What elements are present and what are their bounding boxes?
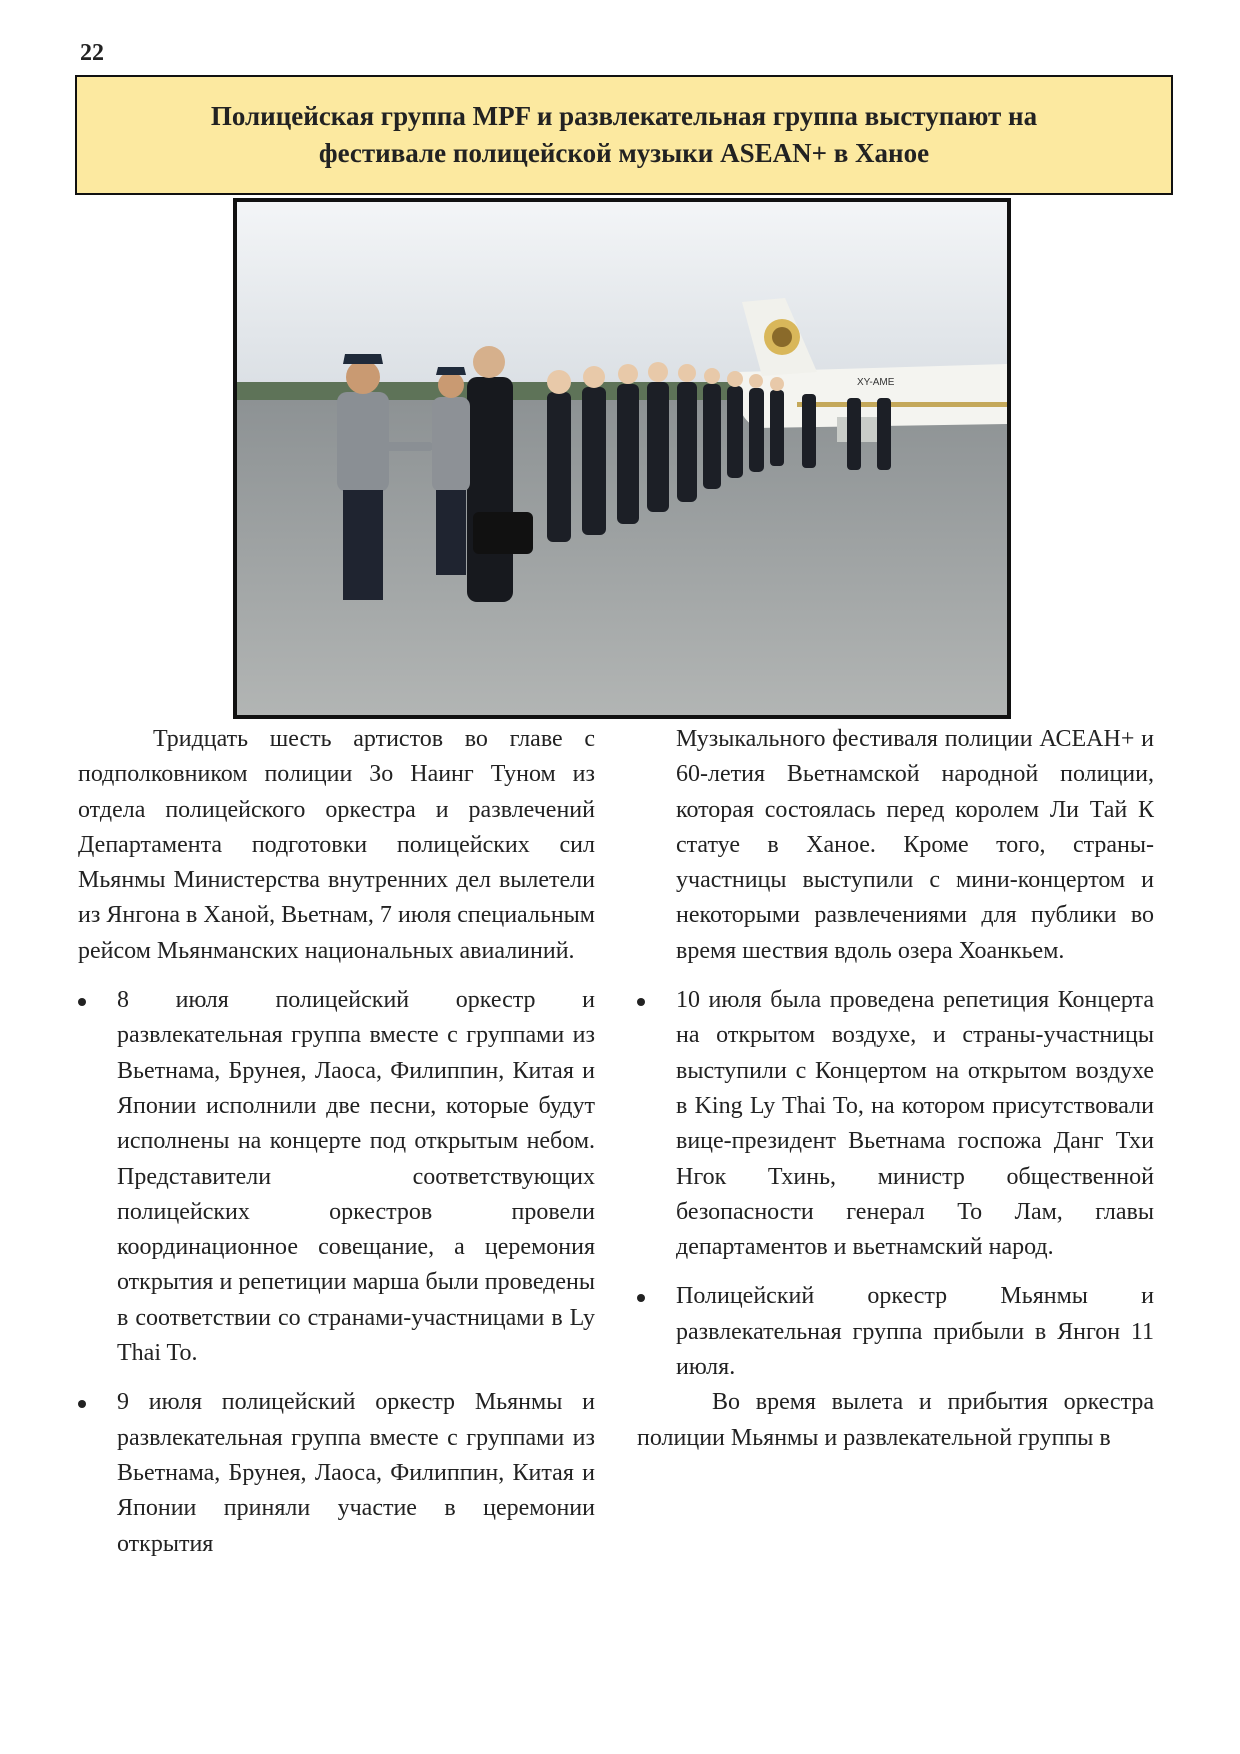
intro-paragraph: Тридцать шесть артистов во главе с подполковником полиции Зо Наинг Туном из отдела полицейского оркестра и развлечений Департамента подготовки полицейских сил Мьянмы Министерства внутренних дел вылетели из Янгона в Ханой, Вьетнам, 7 июля специальным рейсом Мьянманских национальных авиалиний.	[78, 726, 595, 964]
bullet-icon	[637, 998, 645, 1006]
right-bullet-list	[637, 983, 1154, 1385]
left-text-column	[78, 722, 595, 1562]
bullet-icon	[78, 998, 86, 1006]
article-title-box	[75, 75, 1173, 195]
list-item	[78, 983, 595, 1371]
bullet-icon	[78, 1400, 86, 1408]
right-text-column	[637, 722, 1154, 1456]
bullet-icon	[637, 1294, 645, 1302]
police-officer-second	[432, 367, 470, 575]
article-title-line-2: фестивале полицейской музыки ASEAN+ в Ханое	[318, 138, 930, 168]
list-item	[637, 983, 1154, 1265]
page-number: 22	[80, 40, 104, 66]
left-bullet-list	[78, 983, 595, 1562]
bullet-text: 9 июля полицейский оркестр Мьянмы и развлекательная группа вместе с группами из Вьетнама, Брунея, Лаоса, Филиппин, Китая и Японии приняли участие в церемонии открытия	[117, 1389, 595, 1557]
closing-paragraph: Во время вылета и прибытия оркестра полиции Мьянмы и развлекательной группы в	[637, 1389, 1154, 1451]
list-item	[78, 1385, 595, 1561]
continued-paragraph: Музыкального фестиваля полиции АСЕАН+ и 60-летия Вьетнамской народной полиции, которая состоялась перед королем Ли Тай К статуе в Ханое. Кроме того, страны-участницы выступили с мини-концертом и некоторыми развлечениями для публики во время шествия вдоль озера Хоанкьем.	[676, 726, 1154, 964]
article-title-line-1: Полицейская группа MPF и развлекательная группа выступают на	[210, 101, 1038, 131]
bullet-text: 8 июля полицейский оркестр и развлекательная группа вместе с группами из Вьетнама, Брунея, Лаоса, Филиппин, Китая и Японии исполнили две песни, которые будут исполнены на концерте под открытым небом. Представители соответствующих полицейских оркестров провели координационное совещание, а церемония открытия и репетиции марша были проведены в соответствии со странами-участницами в Ly Thai To.	[117, 987, 595, 1367]
aircraft-registration: XY-AME	[857, 377, 895, 388]
bullet-text: 10 июля была проведена репетиция Концерта на открытом воздухе, и страны-участницы выступили с Концертом на открытом воздухе в King Ly Thai To, на котором присутствовали вице-президент Вьетнама госпожа Данг Тхи Нгок Тхинь, министр общественной безопасности генерал То Лам, главы департаментов и вьетнамский народ.	[676, 987, 1154, 1261]
list-item	[637, 1279, 1154, 1385]
article-photo	[233, 198, 1011, 719]
airport-departure-photo	[237, 202, 1007, 715]
bullet-text: Полицейский оркестр Мьянмы и развлекательная группа прибыли в Янгон 11 июля.	[676, 1283, 1154, 1381]
